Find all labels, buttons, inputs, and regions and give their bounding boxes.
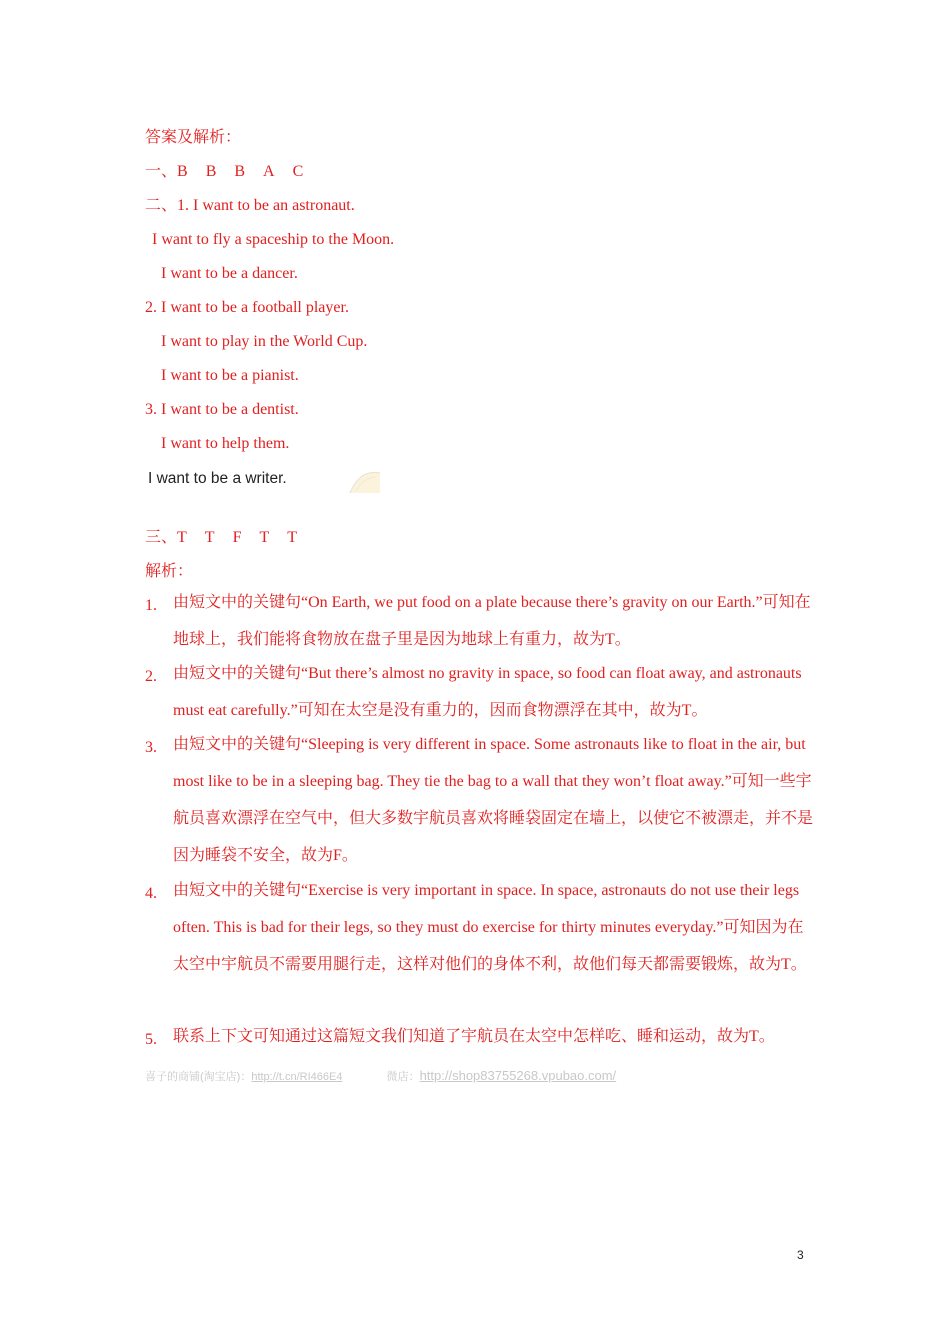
section1-prefix: 一、	[145, 163, 178, 180]
section2-sentence: 1. I want to be an astronaut.	[177, 197, 355, 214]
section3-answer: F	[232, 529, 242, 546]
analysis-item-text: 由短文中的关键句“But there’s almost no gravity in space, so food can float away, and astronauts must eat carefully.”可知在太空是没有重力的，因而食物漂浮在其中，故为T。	[173, 665, 802, 719]
analysis-item-number: 3.	[145, 739, 157, 756]
section3-answer: T	[204, 529, 215, 546]
section3-prefix: 三、	[145, 529, 178, 546]
section1-answer: B	[177, 163, 188, 180]
footer-shop-link[interactable]: http://t.cn/RI466E4	[251, 1071, 343, 1083]
analysis-item-number: 1.	[145, 597, 157, 614]
decorative-watermark-icon	[346, 463, 384, 497]
analysis-item-text: 由短文中的关键句“Sleeping is very different in space. Some astronauts like to float in the air, but most like to be in a sleeping bag. They tie the bag to a wall that they won’t float away.”可知一些宇航员喜欢漂浮在空气中，但大多数宇航员喜欢将睡袋固定在墙上，以使它不被漂走，并不是因为睡袋不安全，故为F。	[173, 736, 814, 864]
section1-answers	[145, 162, 321, 182]
analysis-label: 解析：	[145, 563, 194, 580]
page-number: 3	[797, 1248, 804, 1262]
analysis-item-text: 由短文中的关键句“Exercise is very important in space. In space, astronauts do not use their legs often. This is bad for their legs, so they must do exercise for thirty minutes everyday.”可知因为在太空中宇航员不需要用腿行走，这样对他们的身体不利，故他们每天都需要锻炼，故为T。	[173, 882, 807, 973]
section2-sentence: I want to play in the World Cup.	[161, 333, 368, 350]
analysis-item-number: 5.	[145, 1031, 157, 1048]
section2-sentence: I want to be a pianist.	[161, 367, 299, 384]
analysis-item-text: 联系上下文可知通过这篇短文我们知道了宇航员在太空中怎样吃、睡和运动，故为T。	[173, 1028, 775, 1045]
section2-sentence: I want to fly a spaceship to the Moon.	[152, 231, 395, 248]
section2-sentence: 3. I want to be a dentist.	[145, 401, 299, 418]
section2-sentence-image: I want to be a writer.	[148, 470, 287, 487]
section1-answer: B	[205, 163, 217, 180]
section2-sentence: 2. I want to be a football player.	[145, 299, 349, 316]
footer-shop-label: 喜子的商铺(淘宝店)：	[145, 1071, 252, 1083]
section3-answers	[145, 528, 315, 548]
footer-watermark	[145, 1068, 616, 1085]
section1-answer: A	[263, 163, 275, 180]
section2-sentence: I want to be a dancer.	[161, 265, 298, 282]
section3-answer: T	[287, 529, 298, 546]
section3-answer: T	[177, 529, 187, 546]
section1-answer: C	[292, 163, 304, 180]
section1-answer: B	[234, 163, 246, 180]
analysis-item-number: 4.	[145, 885, 157, 902]
section2-prefix: 二、	[145, 197, 178, 214]
analysis-item-number: 2.	[145, 668, 157, 685]
section2-sentence: I want to help them.	[161, 435, 290, 452]
analysis-item-text: 由短文中的关键句“On Earth, we put food on a plate because there’s gravity on our Earth.”可知在地球上，我们能将食物放在盘子里是因为地球上有重力，故为T。	[173, 594, 811, 648]
footer-store-link[interactable]: http://shop83755268.vpubao.com/	[419, 1068, 617, 1083]
section2-line-1	[145, 196, 355, 216]
footer-store-label: 微店：	[386, 1071, 420, 1083]
section3-answer: T	[259, 529, 270, 546]
answer-heading: 答案及解析：	[145, 129, 242, 146]
